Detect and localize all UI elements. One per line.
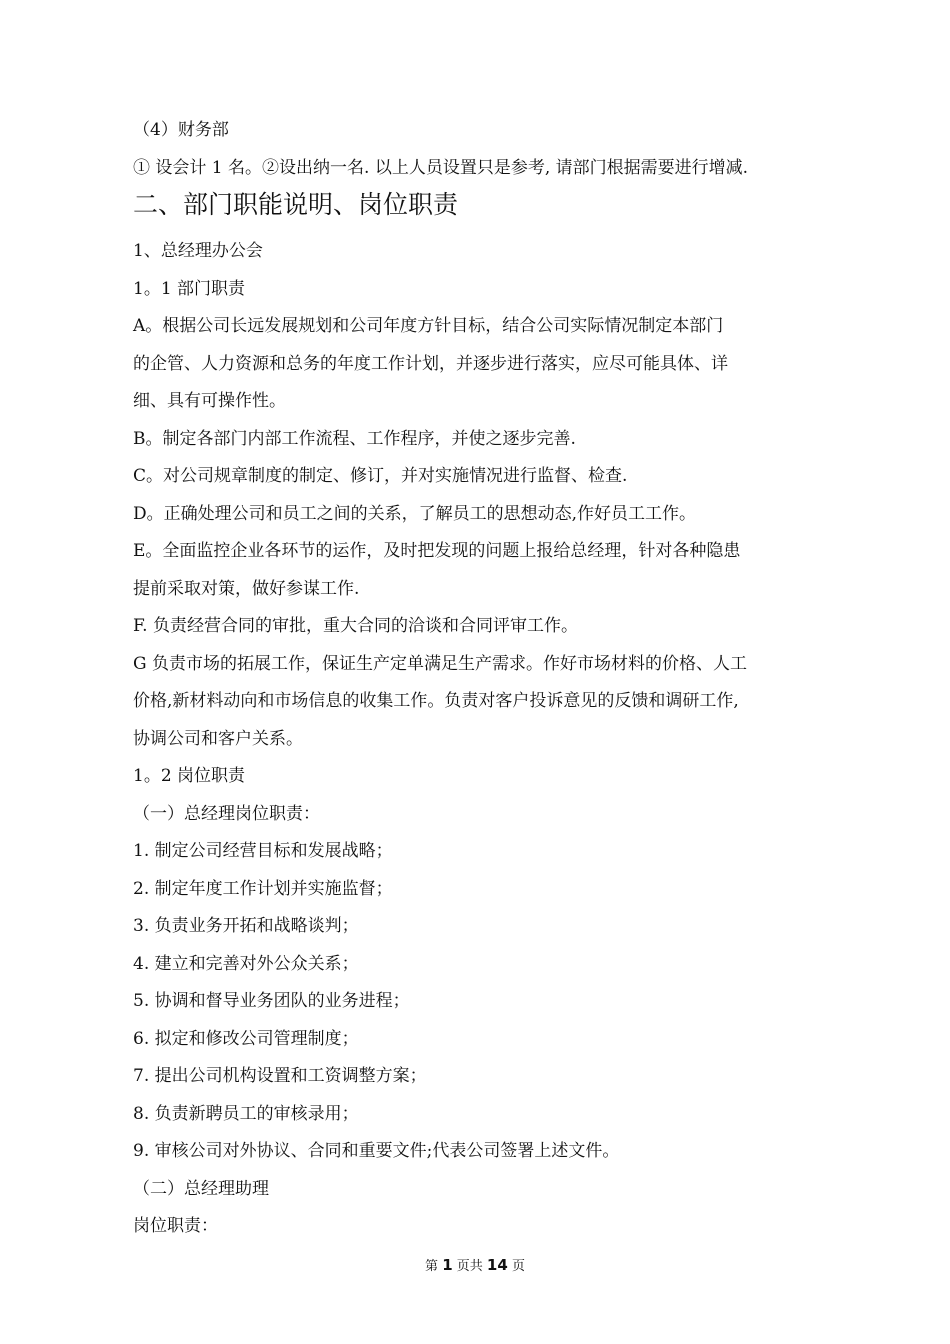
footer-prefix: 第 xyxy=(425,1259,439,1274)
list-item: 2. 制定年度工作计划并实施监督； xyxy=(133,878,393,899)
list-item: 9. 审核公司对外协议、合同和重要文件;代表公司签署上述文件。 xyxy=(133,1141,620,1161)
subsection-title: 1、总经理办公会 xyxy=(133,241,263,261)
text-line: G 负责市场的拓展工作，保证生产定单满足生产需求。作好市场材料的价格、人工 xyxy=(133,653,747,674)
total-page-number: 14 xyxy=(486,1256,508,1274)
text-line: 细、具有可操作性。 xyxy=(133,391,286,411)
list-item: 4. 建立和完善对外公众关系； xyxy=(133,953,359,974)
list-item: 6. 拟定和修改公司管理制度； xyxy=(133,1028,359,1049)
text-line: 的企管、人力资源和总务的年度工作计划，并逐步进行落实，应尽可能具体、详 xyxy=(133,353,728,374)
text-line: 1。1 部门职责 xyxy=(133,278,246,299)
list-item: 5. 协调和督导业务团队的业务进程； xyxy=(133,991,410,1011)
list-item: 1. 制定公司经营目标和发展战略； xyxy=(133,841,393,861)
page-footer xyxy=(0,1255,950,1277)
list-item: 7. 提出公司机构设置和工资调整方案； xyxy=(133,1066,427,1086)
text-line: 价格,新材料动向和市场信息的收集工作。负责对客户投诉意见的反馈和调研工作, xyxy=(133,691,739,711)
section-heading: 二、部门职能说明、岗位职责 xyxy=(133,190,459,219)
text-line: （4）财务部 xyxy=(133,120,229,140)
footer-middle: 页共 xyxy=(456,1259,483,1274)
text-line: D。正确处理公司和员工之间的关系，了解员工的思想动态,作好员工工作。 xyxy=(133,503,697,524)
text-line: （一）总经理岗位职责： xyxy=(133,803,320,824)
current-page-number: 1 xyxy=(442,1256,453,1274)
text-line: 提前采取对策，做好参谋工作. xyxy=(133,578,360,599)
document-content xyxy=(133,112,823,1246)
footer-suffix: 页 xyxy=(511,1259,525,1274)
text-line: E。全面监控企业各环节的运作，及时把发现的问题上报给总经理，针对各种隐患 xyxy=(133,541,741,561)
text-line: （二）总经理助理 xyxy=(133,1178,269,1199)
list-item: 8. 负责新聘员工的审核录用； xyxy=(133,1103,359,1124)
text-line: F. 负责经营合同的审批，重大合同的洽谈和合同评审工作。 xyxy=(133,616,578,636)
list-item: 3. 负责业务开拓和战略谈判； xyxy=(133,916,359,936)
text-line: 协调公司和客户关系。 xyxy=(133,728,303,749)
text-line: 1。2 岗位职责 xyxy=(133,766,246,786)
text-line: C。对公司规章制度的制定、修订，并对实施情况进行监督、检查. xyxy=(133,466,628,486)
text-line: A。根据公司长远发展规划和公司年度方针目标，结合公司实际情况制定本部门 xyxy=(133,316,724,336)
text-line: 岗位职责： xyxy=(133,1216,218,1236)
text-line: ① 设会计 1 名。②设出纳一名. 以上人员设置只是参考, 请部门根据需要进行增减. xyxy=(133,157,749,178)
text-line: B。制定各部门内部工作流程、工作程序，并使之逐步完善. xyxy=(133,428,576,449)
